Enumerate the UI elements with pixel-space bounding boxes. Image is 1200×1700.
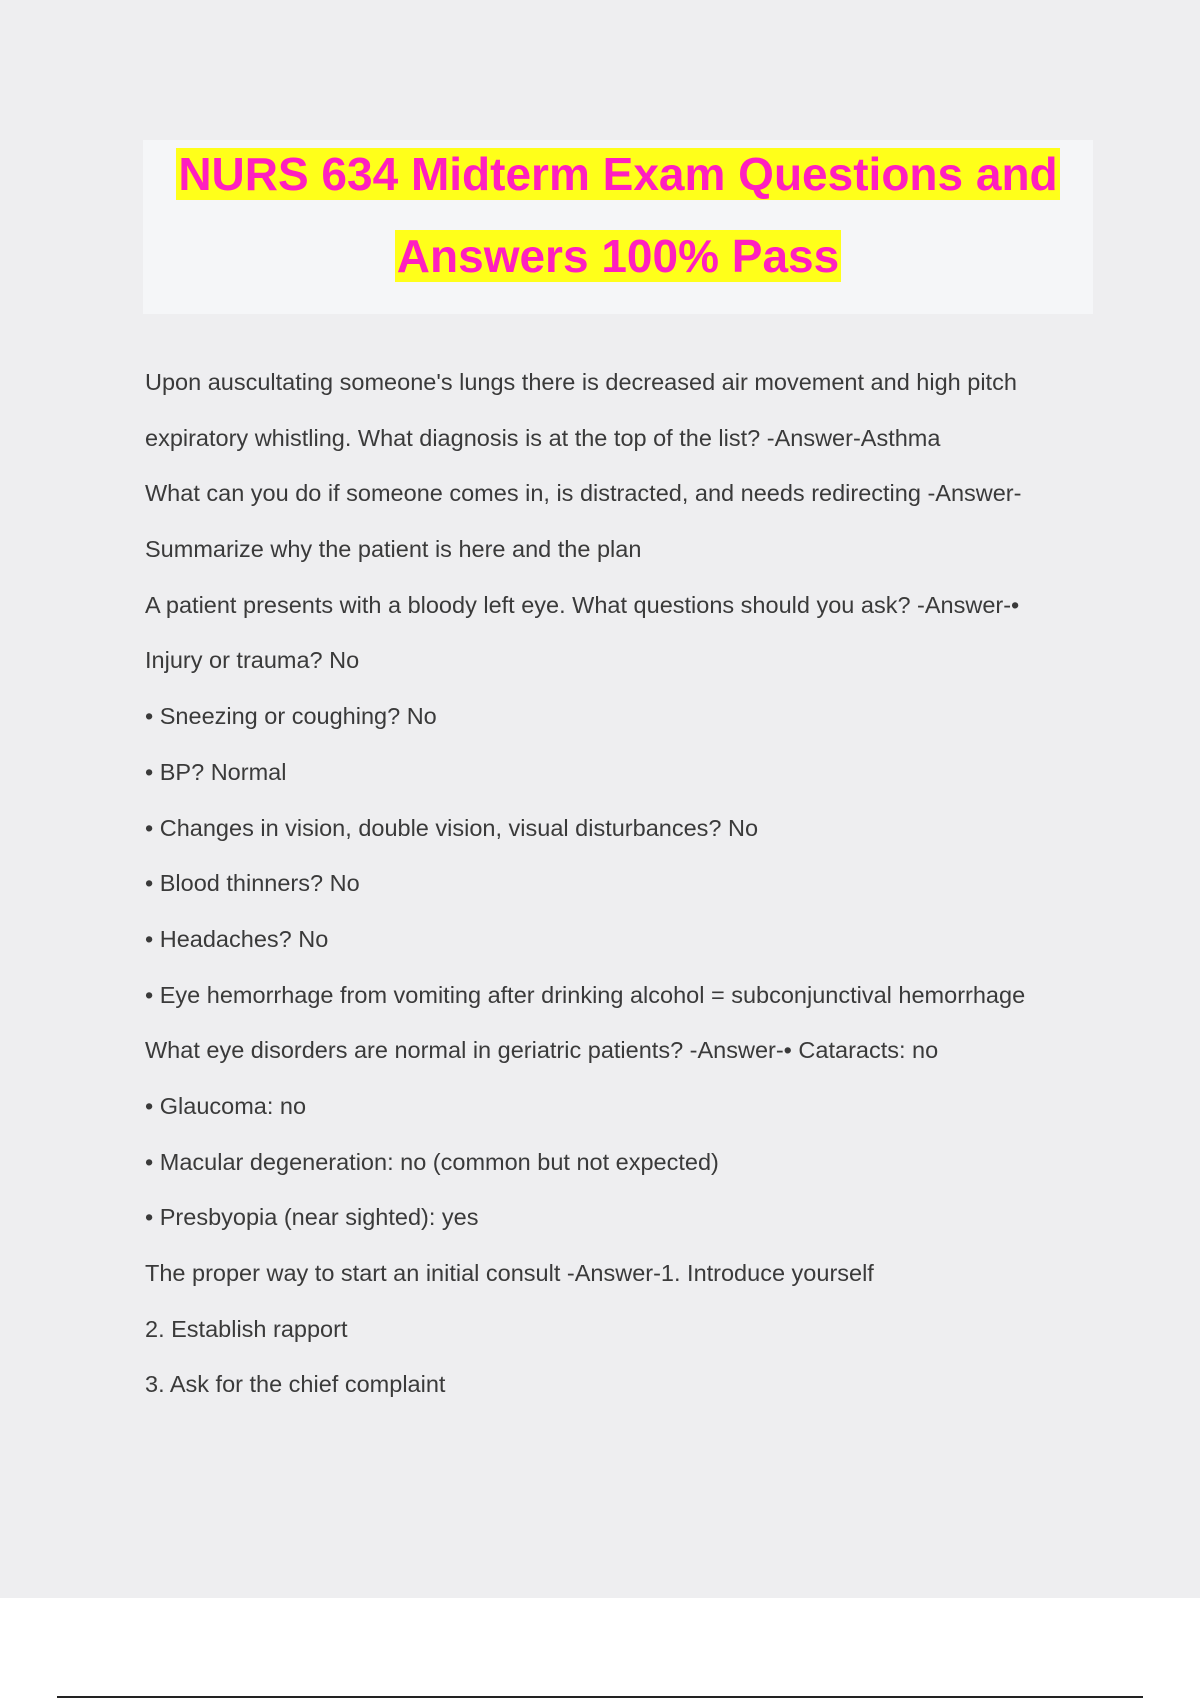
text-line: • Blood thinners? No (145, 870, 360, 897)
title-block (143, 140, 1093, 314)
title-highlight-1: NURS 634 Midterm Exam Questions and (178, 148, 1058, 200)
text-line: • Presbyopia (near sighted): yes (145, 1204, 479, 1231)
text-line: • BP? Normal (145, 758, 287, 785)
footer-divider (57, 1696, 1143, 1698)
qa-text-body (145, 355, 1105, 1413)
text-line: expiratory whistling. What diagnosis is at the top of the list? -Answer-Asthma (145, 424, 941, 451)
document-title-line-1 (143, 144, 1093, 204)
text-line: Upon auscultating someone's lungs there is decreased air movement and high pitch (145, 369, 1017, 395)
text-line: 3. Ask for the chief complaint (145, 1371, 446, 1398)
text-line: Injury or trauma? No (145, 647, 360, 674)
text-line: A patient presents with a bloody left eye. What questions should you ask? -Answer-• (145, 591, 1020, 618)
document-title-line-2 (143, 226, 1093, 286)
text-line: • Changes in vision, double vision, visual disturbances? No (145, 814, 759, 841)
text-line: What eye disorders are normal in geriatric patients? -Answer-• Cataracts: no (145, 1037, 939, 1064)
text-line: • Glaucoma: no (145, 1092, 307, 1119)
text-line: Summarize why the patient is here and the plan (145, 536, 642, 563)
text-line: The proper way to start an initial consult -Answer-1. Introduce yourself (145, 1260, 874, 1286)
text-line: • Macular degeneration: no (common but not expected) (145, 1148, 719, 1175)
text-line: 2. Establish rapport (145, 1315, 348, 1342)
title-highlight-2: Answers 100% Pass (396, 230, 840, 282)
text-line: • Headaches? No (145, 925, 329, 952)
text-line: • Eye hemorrhage from vomiting after drinking alcohol = subconjunctival hemorrhage (145, 981, 1026, 1008)
text-line: What can you do if someone comes in, is distracted, and needs redirecting -Answer- (145, 480, 1022, 507)
text-line: • Sneezing or coughing? No (145, 703, 437, 730)
